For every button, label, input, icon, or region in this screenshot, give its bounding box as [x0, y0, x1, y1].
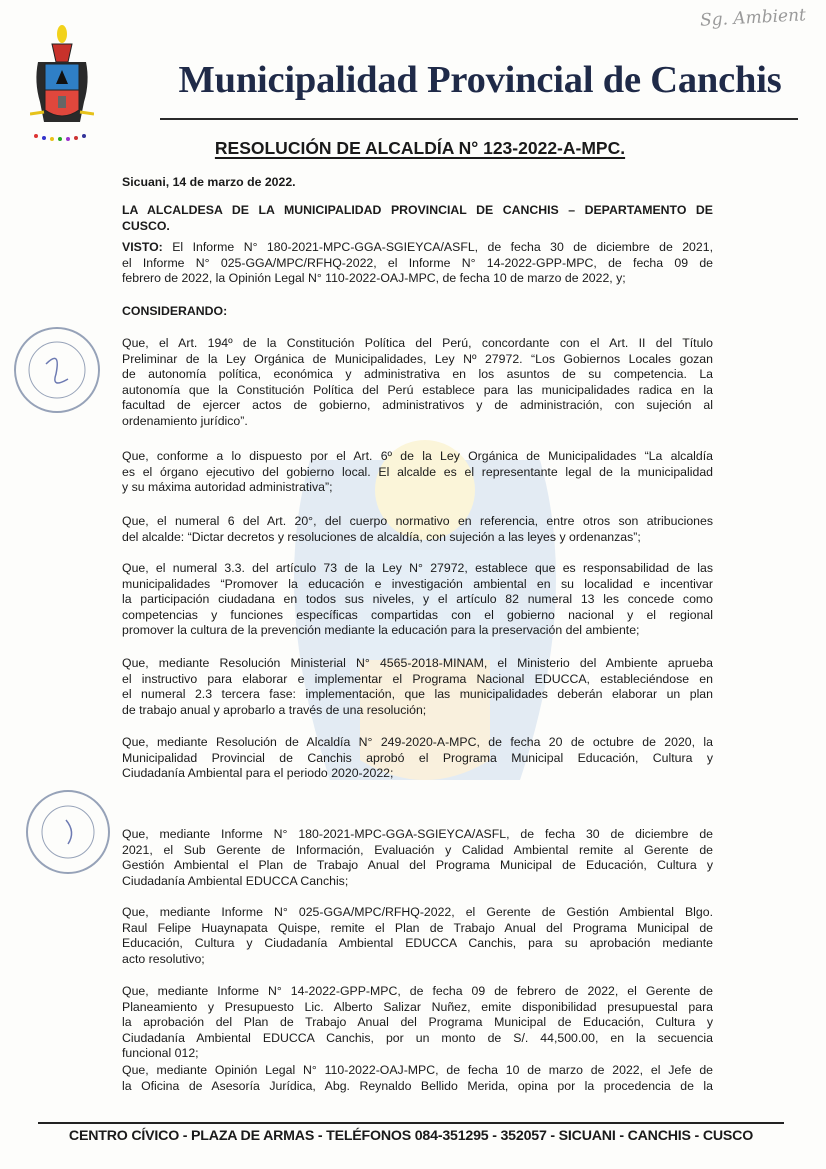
text-line: funcional 012; [122, 1046, 199, 1061]
visto-paragraph [122, 240, 713, 287]
text-line: el instructivo para elaborar e implementar el Programa Nacional EDUCCA, estableciéndose en [122, 671, 713, 686]
text-line-content: El Informe N° 180-2021-MPC-GGA-SGIEYCA/ASFL, de fecha 30 de diciembre de 2021, [162, 240, 713, 254]
text-line: y su máxima autoridad administrativa”; [122, 480, 333, 495]
text-line: Que, mediante Resolución Ministerial N° 4565-2018-MINAM, el Ministerio del Ambiente aprueba [122, 656, 713, 670]
considerando-paragraph [122, 449, 713, 496]
text-line: 2021, el Sub Gerente de Información, Evaluación y Calidad Ambiental remite al Gerente de [122, 842, 713, 857]
text-line: facultad de ejercer actos de gobierno, administrativos y de administración, con sujeción al [122, 398, 713, 413]
text-line: Que, mediante Opinión Legal N° 110-2022-OAJ-MPC, de fecha 10 de marzo de 2022, el Jefe de [122, 1063, 713, 1077]
footer-divider [38, 1122, 784, 1124]
text-line: Ciudadanía Ambiental EDUCCA Canchis; [122, 873, 349, 888]
text-line: Que, mediante Informe N° 14-2022-GPP-MPC, de fecha 09 de febrero de 2022, el Gerente de [122, 984, 713, 998]
text-line: Municipalidad Provincial de Canchis aprobó el Programa Municipal Educación, Cultura y [122, 750, 713, 765]
text-line: promover la cultura de la prevención mediante la educación para la preservación del ambiente; [122, 623, 640, 638]
considerando-paragraph [122, 984, 713, 1062]
considerando-paragraph [122, 905, 713, 967]
resolution-title-text: RESOLUCIÓN DE ALCALDÍA N° 123-2022-A-MPC. [214, 138, 626, 158]
considerando-paragraph [122, 827, 713, 889]
text-line: Gestión Ambiental el Plan de Trabajo Anual del Programa Municipal de Educación, Cultura y [122, 858, 713, 873]
text-line: autonomía que la Constitución Política del Perú establece para las municipalidades radica en la [122, 382, 713, 397]
visto-label: VISTO: [122, 240, 163, 254]
text-line [122, 240, 713, 256]
text-line: la Oficina de Asesoría Jurídica, Abg. Reynaldo Bellido Merida, opina por la procedencia de la [122, 1078, 713, 1093]
header-divider [160, 118, 798, 120]
municipal-seal-stamp-2 [26, 790, 110, 874]
text-line: Que, el Art. 194º de la Constitución Política del Perú, concordante con el Art. II del Título [122, 336, 713, 350]
text-line: Ciudadanía Ambiental EDUCCA Canchis, por un monto de S/. 44,500.00, en la secuencia [122, 1030, 713, 1045]
text-line: municipalidades “Promover la educación e investigación ambiental en su localidad e incentivar [122, 576, 713, 591]
text-line: Educación, Cultura y Ciudadanía Ambiental EDUCCA Canchis, para su aprobación mediante [122, 936, 713, 951]
considerando-paragraph [122, 336, 713, 430]
considerando-paragraph [122, 1063, 713, 1094]
text-line: el numeral 2.3 tercera fase: implementación, que las municipalidades deberán elaborar un plan [122, 687, 713, 702]
text-line: competencias y funciones específicas compartidas con el gobierno nacional y el regional [122, 607, 713, 622]
municipal-coat-of-arms-logo [30, 22, 94, 144]
text-line: Que, el numeral 3.3. del artículo 73 de la Ley N° 27972, establece que es responsabilidad de las [122, 561, 713, 575]
text-line: Preliminar de la Ley Orgánica de Municipalidades, Ley Nº 27972. “Los Gobiernos Locales gozan [122, 351, 713, 366]
date-line [122, 175, 713, 191]
considerando-paragraph [122, 561, 713, 639]
text-line: es el órgano ejecutivo del gobierno local. El alcalde es el representante legal de la municipalidad [122, 464, 713, 479]
resolution-title [120, 138, 720, 159]
seal-signature-icon [28, 792, 108, 872]
municipal-seal-stamp [14, 327, 100, 413]
considerando-paragraph [122, 514, 713, 545]
text-line: ordenamiento jurídico”. [122, 413, 248, 428]
text-line: Que, conforme a lo dispuesto por el Art. 6º de la Ley Orgánica de Municipalidades “La alcaldía [122, 449, 713, 463]
text-line: CUSCO. [122, 218, 170, 233]
considerando-paragraph [122, 735, 713, 782]
considerando-heading [122, 304, 713, 320]
text-line: LA ALCALDESA DE LA MUNICIPALIDAD PROVINCIAL DE CANCHIS – DEPARTAMENTO DE [122, 203, 713, 217]
handwritten-annotation: Sg. Ambient [699, 5, 807, 31]
text-line: febrero de 2022, la Opinión Legal N° 110-2022-OAJ-MPC, de fecha 10 de marzo de 2022, y; [122, 271, 626, 286]
footer-address: CENTRO CÍVICO - PLAZA DE ARMAS - TELÉFONOS 084-351295 - 352057 - SICUANI - CANCHIS - CUSCO [68, 1128, 754, 1144]
text-line: Que, mediante Resolución de Alcaldía N° 249-2020-A-MPC, de fecha 20 de octubre de 2020, la [122, 735, 713, 749]
text-line: de autonomía política, económica y administrativa en los asuntos de su competencia. La [122, 367, 713, 382]
text-line: Sicuani, 14 de marzo de 2022. [122, 175, 296, 189]
text-line: acto resolutivo; [122, 951, 205, 966]
authority-heading [122, 203, 713, 234]
text-line: Que, mediante Informe N° 025-GGA/MPC/RFHQ-2022, el Gerente de Gestión Ambiental Blgo. [122, 905, 713, 919]
seal-signature-icon [16, 329, 98, 411]
text-line: el Informe N° 025-GGA/MPC/RFHQ-2022, el Informe N° 14-2022-GPP-MPC, de fecha 09 de [122, 255, 713, 270]
text-line: la participación ciudadana en todos sus niveles, y el artículo 82 numeral 13 les concede como [122, 592, 713, 607]
text-line: Que, mediante Informe N° 180-2021-MPC-GGA-SGIEYCA/ASFL, de fecha 30 de diciembre de [122, 827, 713, 841]
text-line: CONSIDERANDO: [122, 304, 228, 318]
text-line: del alcalde: “Dictar decretos y resoluciones de alcaldía, con sujeción a las leyes y ordenanzas”; [122, 529, 641, 544]
text-line: la aprobación del Plan de Trabajo Anual del Programa Municipal de Educación, Cultura y [122, 1015, 713, 1030]
organization-title: Municipalidad Provincial de Canchis [178, 59, 782, 101]
text-line: de trabajo anual y aprobarlo a través de una resolución; [122, 702, 427, 717]
text-line: Planeamiento y Presupuesto Lic. Alberto Salizar Nuñez, emite disponibilidad presupuestal para [122, 999, 713, 1014]
text-line: Raul Felipe Huaynapata Quispe, remite el Plan de Trabajo Anual del Programa Municipal de [122, 920, 713, 935]
text-line: Ciudadanía Ambiental para el periodo 2020-2022; [122, 766, 394, 781]
text-line: Que, el numeral 6 del Art. 20°, del cuerpo normativo en referencia, entre otros son atribuciones [122, 514, 713, 528]
considerando-paragraph [122, 656, 713, 718]
